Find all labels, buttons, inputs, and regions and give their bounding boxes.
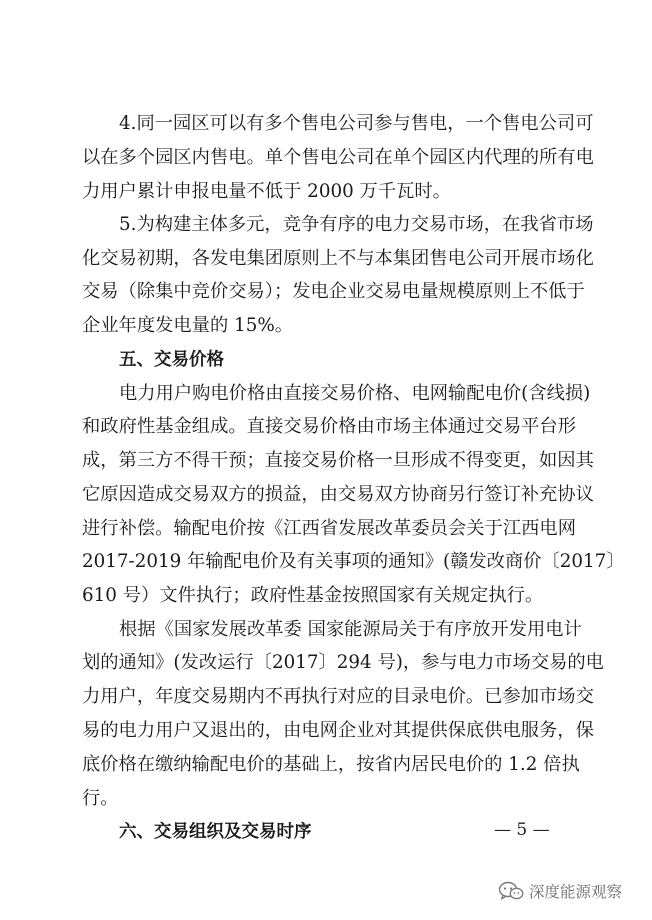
text-line: 电力用户购电价格由直接交易价格、电网输配电价(含线损) bbox=[119, 383, 591, 404]
text-line: 企业年度发电量的 15%。 bbox=[82, 315, 293, 336]
wechat-icon bbox=[498, 881, 524, 901]
text-line: 5.为构建主体多元，竞争有序的电力交易市场，在我省市场 bbox=[119, 214, 594, 235]
text-line: 划的通知》(发改运行〔2017〕294 号)，参与电力市场交易的电 bbox=[82, 652, 604, 673]
watermark bbox=[498, 880, 622, 902]
text-line: 2017-2019 年输配电价及有关事项的通知》(赣发改商价〔2017〕 bbox=[82, 551, 625, 572]
text-line: 和政府性基金组成。直接交易价格由市场主体通过交易平台形 bbox=[82, 416, 576, 437]
text-line: 交易（除集中竞价交易）；发电企业交易电量规模原则上不低于 bbox=[82, 281, 585, 302]
text-line: 力用户，年度交易期内不再执行对应的目录电价。已参加市场交 bbox=[82, 686, 594, 707]
text-line: 4.同一园区可以有多个售电公司参与售电，一个售电公司可 bbox=[119, 113, 594, 134]
text-line: 易的电力用户又退出的，由电网企业对其提供保底供电服务，保 bbox=[82, 720, 594, 741]
text-line: 610 号）文件执行；政府性基金按照国家有关规定执行。 bbox=[82, 585, 544, 606]
section-heading: 六、交易组织及交易时序 bbox=[119, 822, 312, 842]
text-line: 力用户累计申报电量不低于 2000 万千瓦时。 bbox=[82, 181, 451, 202]
text-line: 行。 bbox=[82, 788, 119, 809]
section-heading: 五、交易价格 bbox=[119, 350, 224, 370]
text-line: 进行补偿。输配电价按《江西省发展改革委员会关于江西电网 bbox=[82, 518, 576, 539]
text-line: 成，第三方不得干预；直接交易价格一旦形成不得变更，如因其 bbox=[82, 450, 594, 471]
text-line: 化交易初期，各发电集团原则上不与本集团售电公司开展市场化 bbox=[82, 248, 594, 269]
watermark-text: 深度能源观察 bbox=[529, 883, 623, 901]
text-line: 以在多个园区内售电。单个售电公司在单个园区内代理的所有电 bbox=[82, 147, 594, 168]
text-line: 根据《国家发展改革委 国家能源局关于有序放开发用电计 bbox=[119, 619, 582, 640]
text-line: 它原因造成交易双方的损益，由交易双方协商另行签订补充协议 bbox=[82, 484, 594, 505]
page-number: — 5 — bbox=[494, 820, 550, 840]
text-line: 底价格在缴纳输配电价的基础上，按省内居民电价的 1.2 倍执 bbox=[82, 754, 580, 775]
